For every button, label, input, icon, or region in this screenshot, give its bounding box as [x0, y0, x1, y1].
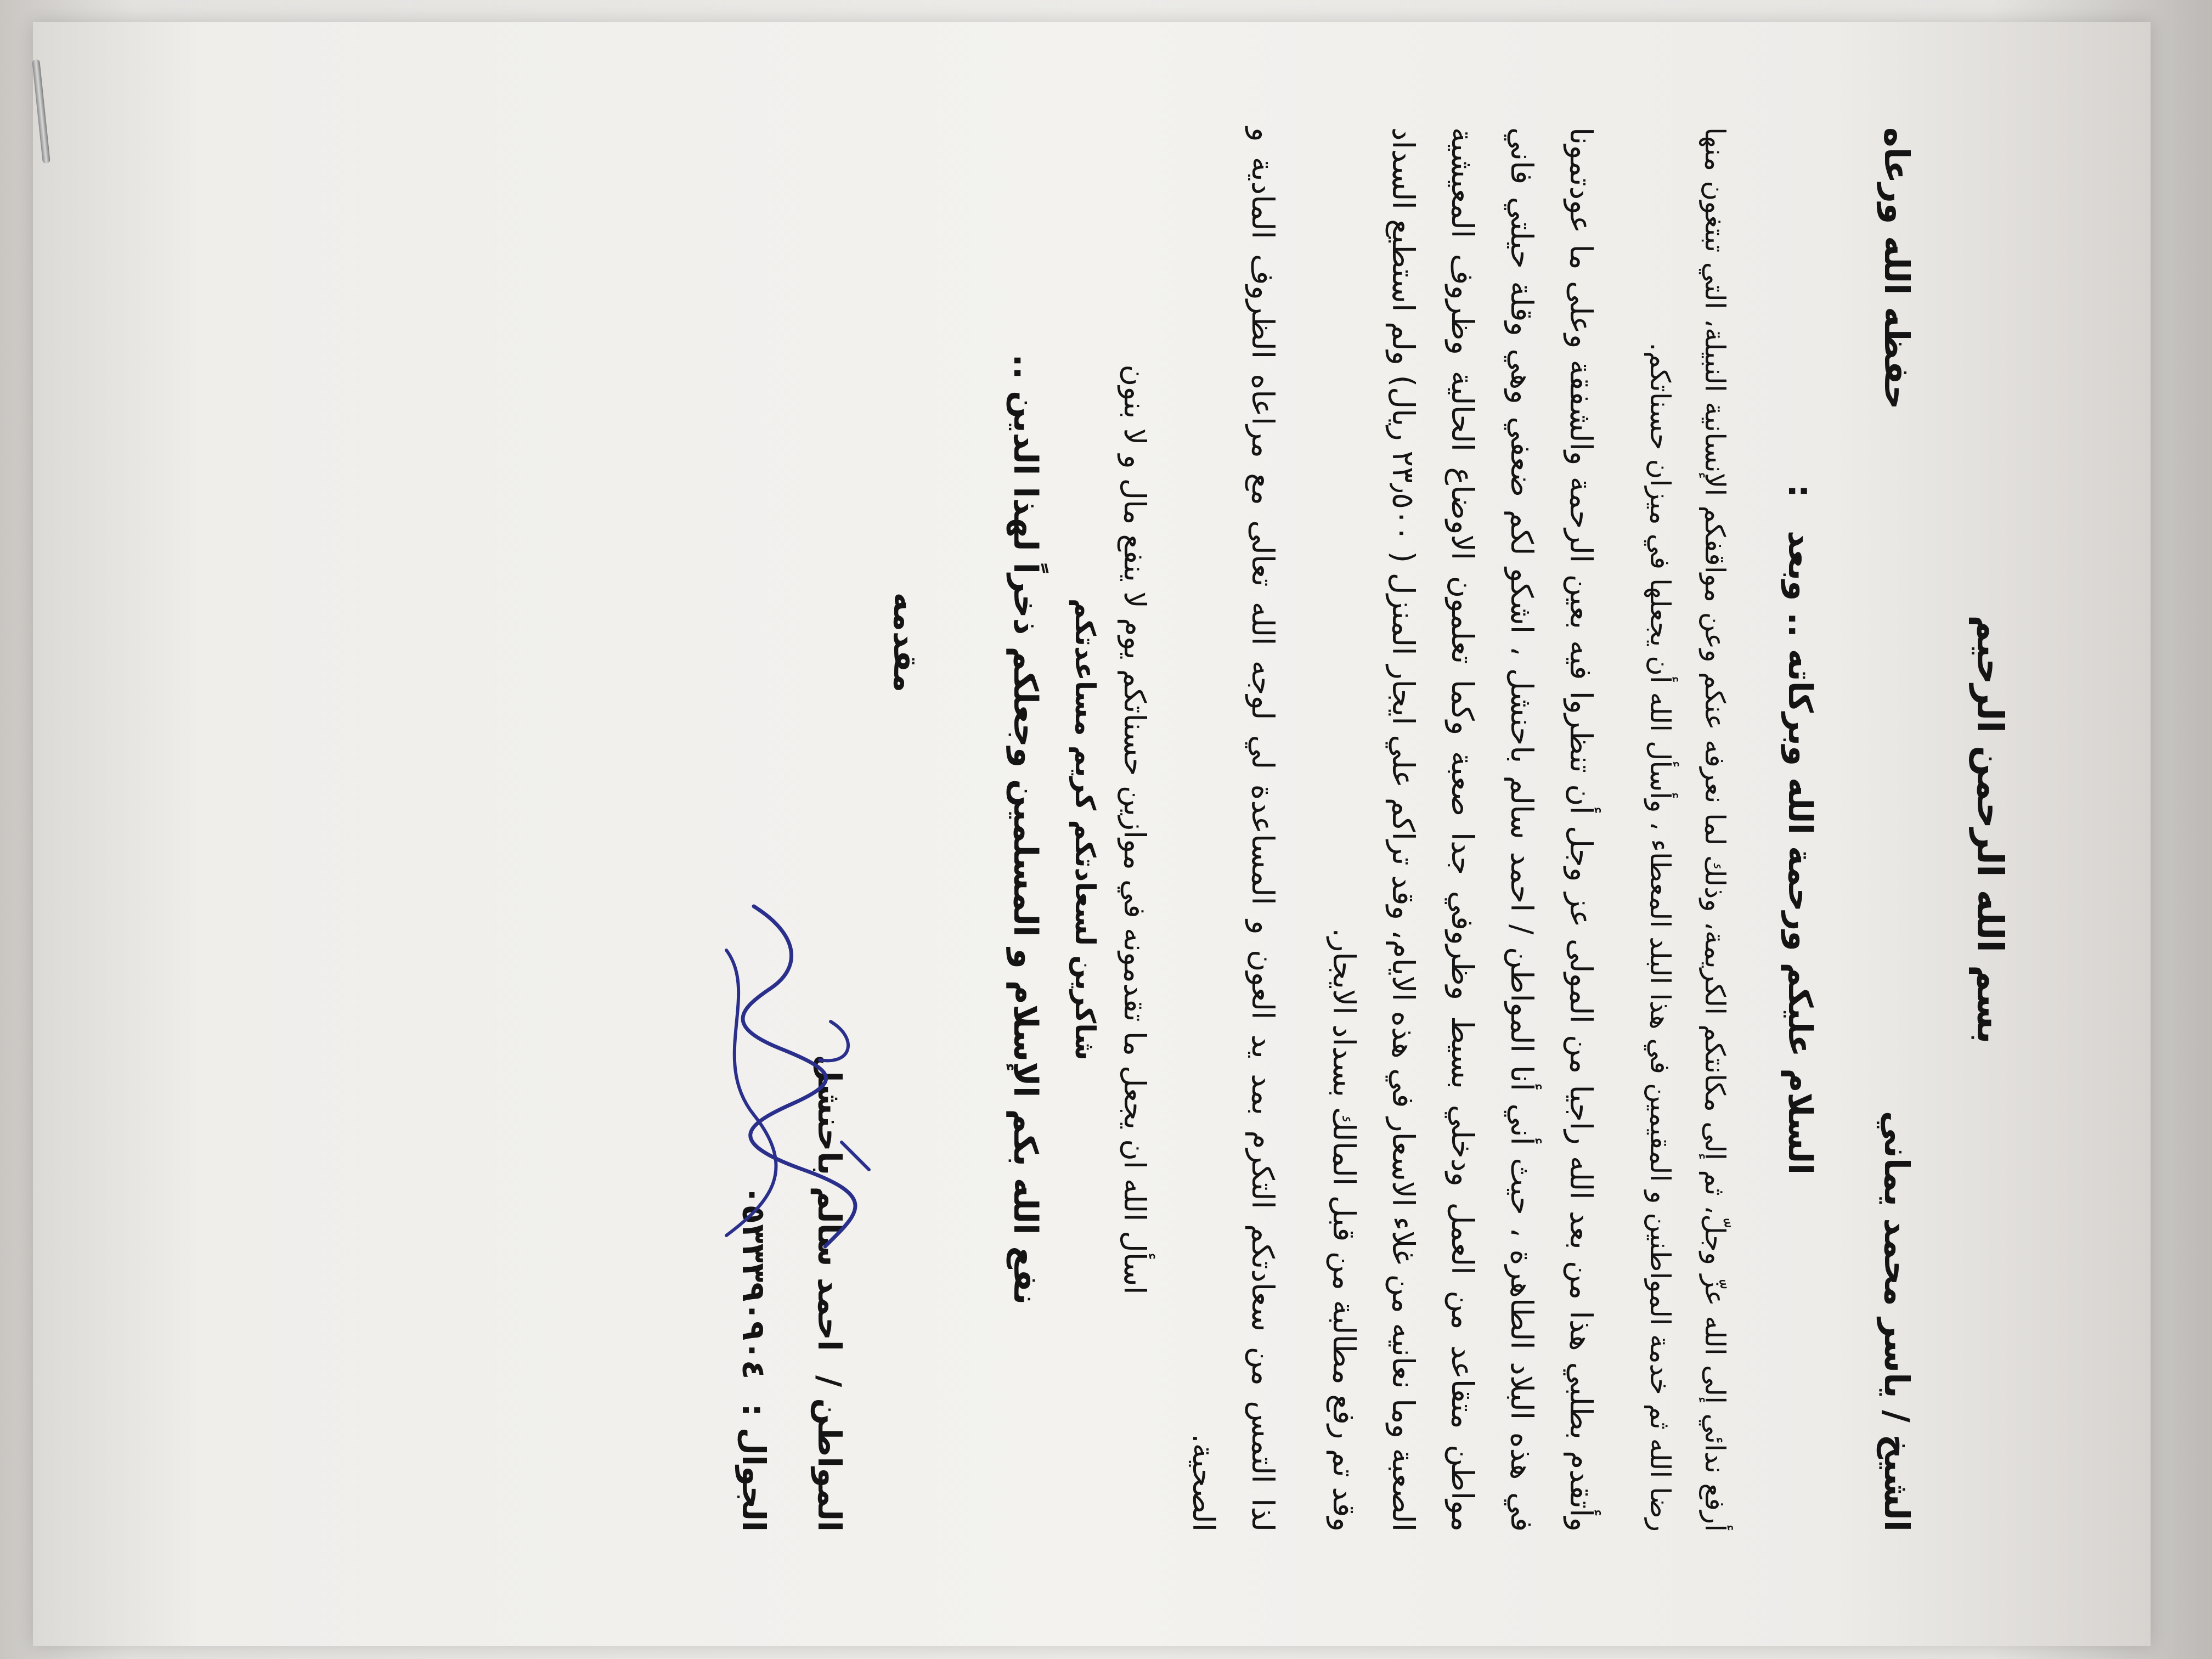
thanks-line: شاكرين لسعادتكم كريم مساعدتكم [1069, 598, 1101, 1061]
basmala-heading: بسم الله الرحمن الرحيم [1969, 615, 2011, 1044]
letter-document [75, 45, 2137, 1614]
intro-paragraph: أرفع ندائي إلى الله عزّ وجلّ، ثم إلى مكانتكم الكريمة، وذلك لما نعرفه عنكم وعن مواقفكم الإنسانية النبيلة، التي تبتغون منها رضا الله ثم خدمة المواطنين و المقيمين في هذا البلد المعطاء ، وأسأل الله أن يجعلها في ميزان حسناتكم. [1644, 127, 1731, 1532]
body-paragraph-1: وأتقدم بطلبي هذا من بعد الله راجيا من المولى عز وجل أن تنظروا فيه بعين الرحمة والشفقة وعلى ما عودتمونا في هذه البلاد الطاهرة ، حيث أني أنا المواطن / احمد سالم باحنشل ، اشكو لكم ضعفي وهي وقلة حيلتي فاني مواطن متقاعد من العمل ودخلي بسيط وظروفي جدا صعبة وكما تعلمون الاوضاع الحالية وظروف المعيشية الصعبة وما نعانيه من غلاء الاسعار في هذه الايام، وقد تراكم علي ايجار المنزل ( ٢٣٫٥٠٠ ريال) ولم استطيع السداد وقد تم رفع مطالبة من قبل المالك بسداد الايجار. [1327, 127, 1599, 1532]
mobile-label: الجوال : [735, 1403, 772, 1532]
greeting-row [1781, 127, 1819, 1532]
citizen-line [811, 127, 848, 1532]
handwritten-signature [682, 884, 891, 1268]
mobile-line [735, 127, 772, 1532]
submitter-label: مقدمه [887, 592, 924, 692]
addressee-name: الشيخ / ياسر محمد يماني [1877, 1110, 1917, 1532]
signature-block [735, 127, 924, 1532]
addressee-blessing: حفظه الله ورعاه [1877, 127, 1917, 410]
prayer-line: اسأل الله ان يجعل ما تقدمونه في موازين حسناتكم يوم لا ينفع مال و لا بنون [1118, 364, 1152, 1295]
body-paragraph-2: لذا التمس من سعادتكم التكرم بمد يد العون و المساعدة لي لوجه الله تعالى مع مراعاه الظروف المادية و الصحية. [1186, 127, 1280, 1532]
closing-line: نفع الله بكم الإسلام و المسلمين وجعلكم ذخراً لهذا الدين .. [1006, 354, 1045, 1305]
greeting: السلام عليكم ورحمة الله وبركاته .. وبعد [1781, 531, 1819, 1175]
citizen-label: المواطن / [811, 1375, 848, 1532]
greeting-colon: : [1781, 484, 1819, 498]
addressee-row [1877, 127, 1917, 1532]
mobile-number: ٠٥٣٣٣٩٠٩٠٤ [735, 1185, 772, 1380]
citizen-name: احمد سالم باحنشل [811, 1054, 848, 1351]
